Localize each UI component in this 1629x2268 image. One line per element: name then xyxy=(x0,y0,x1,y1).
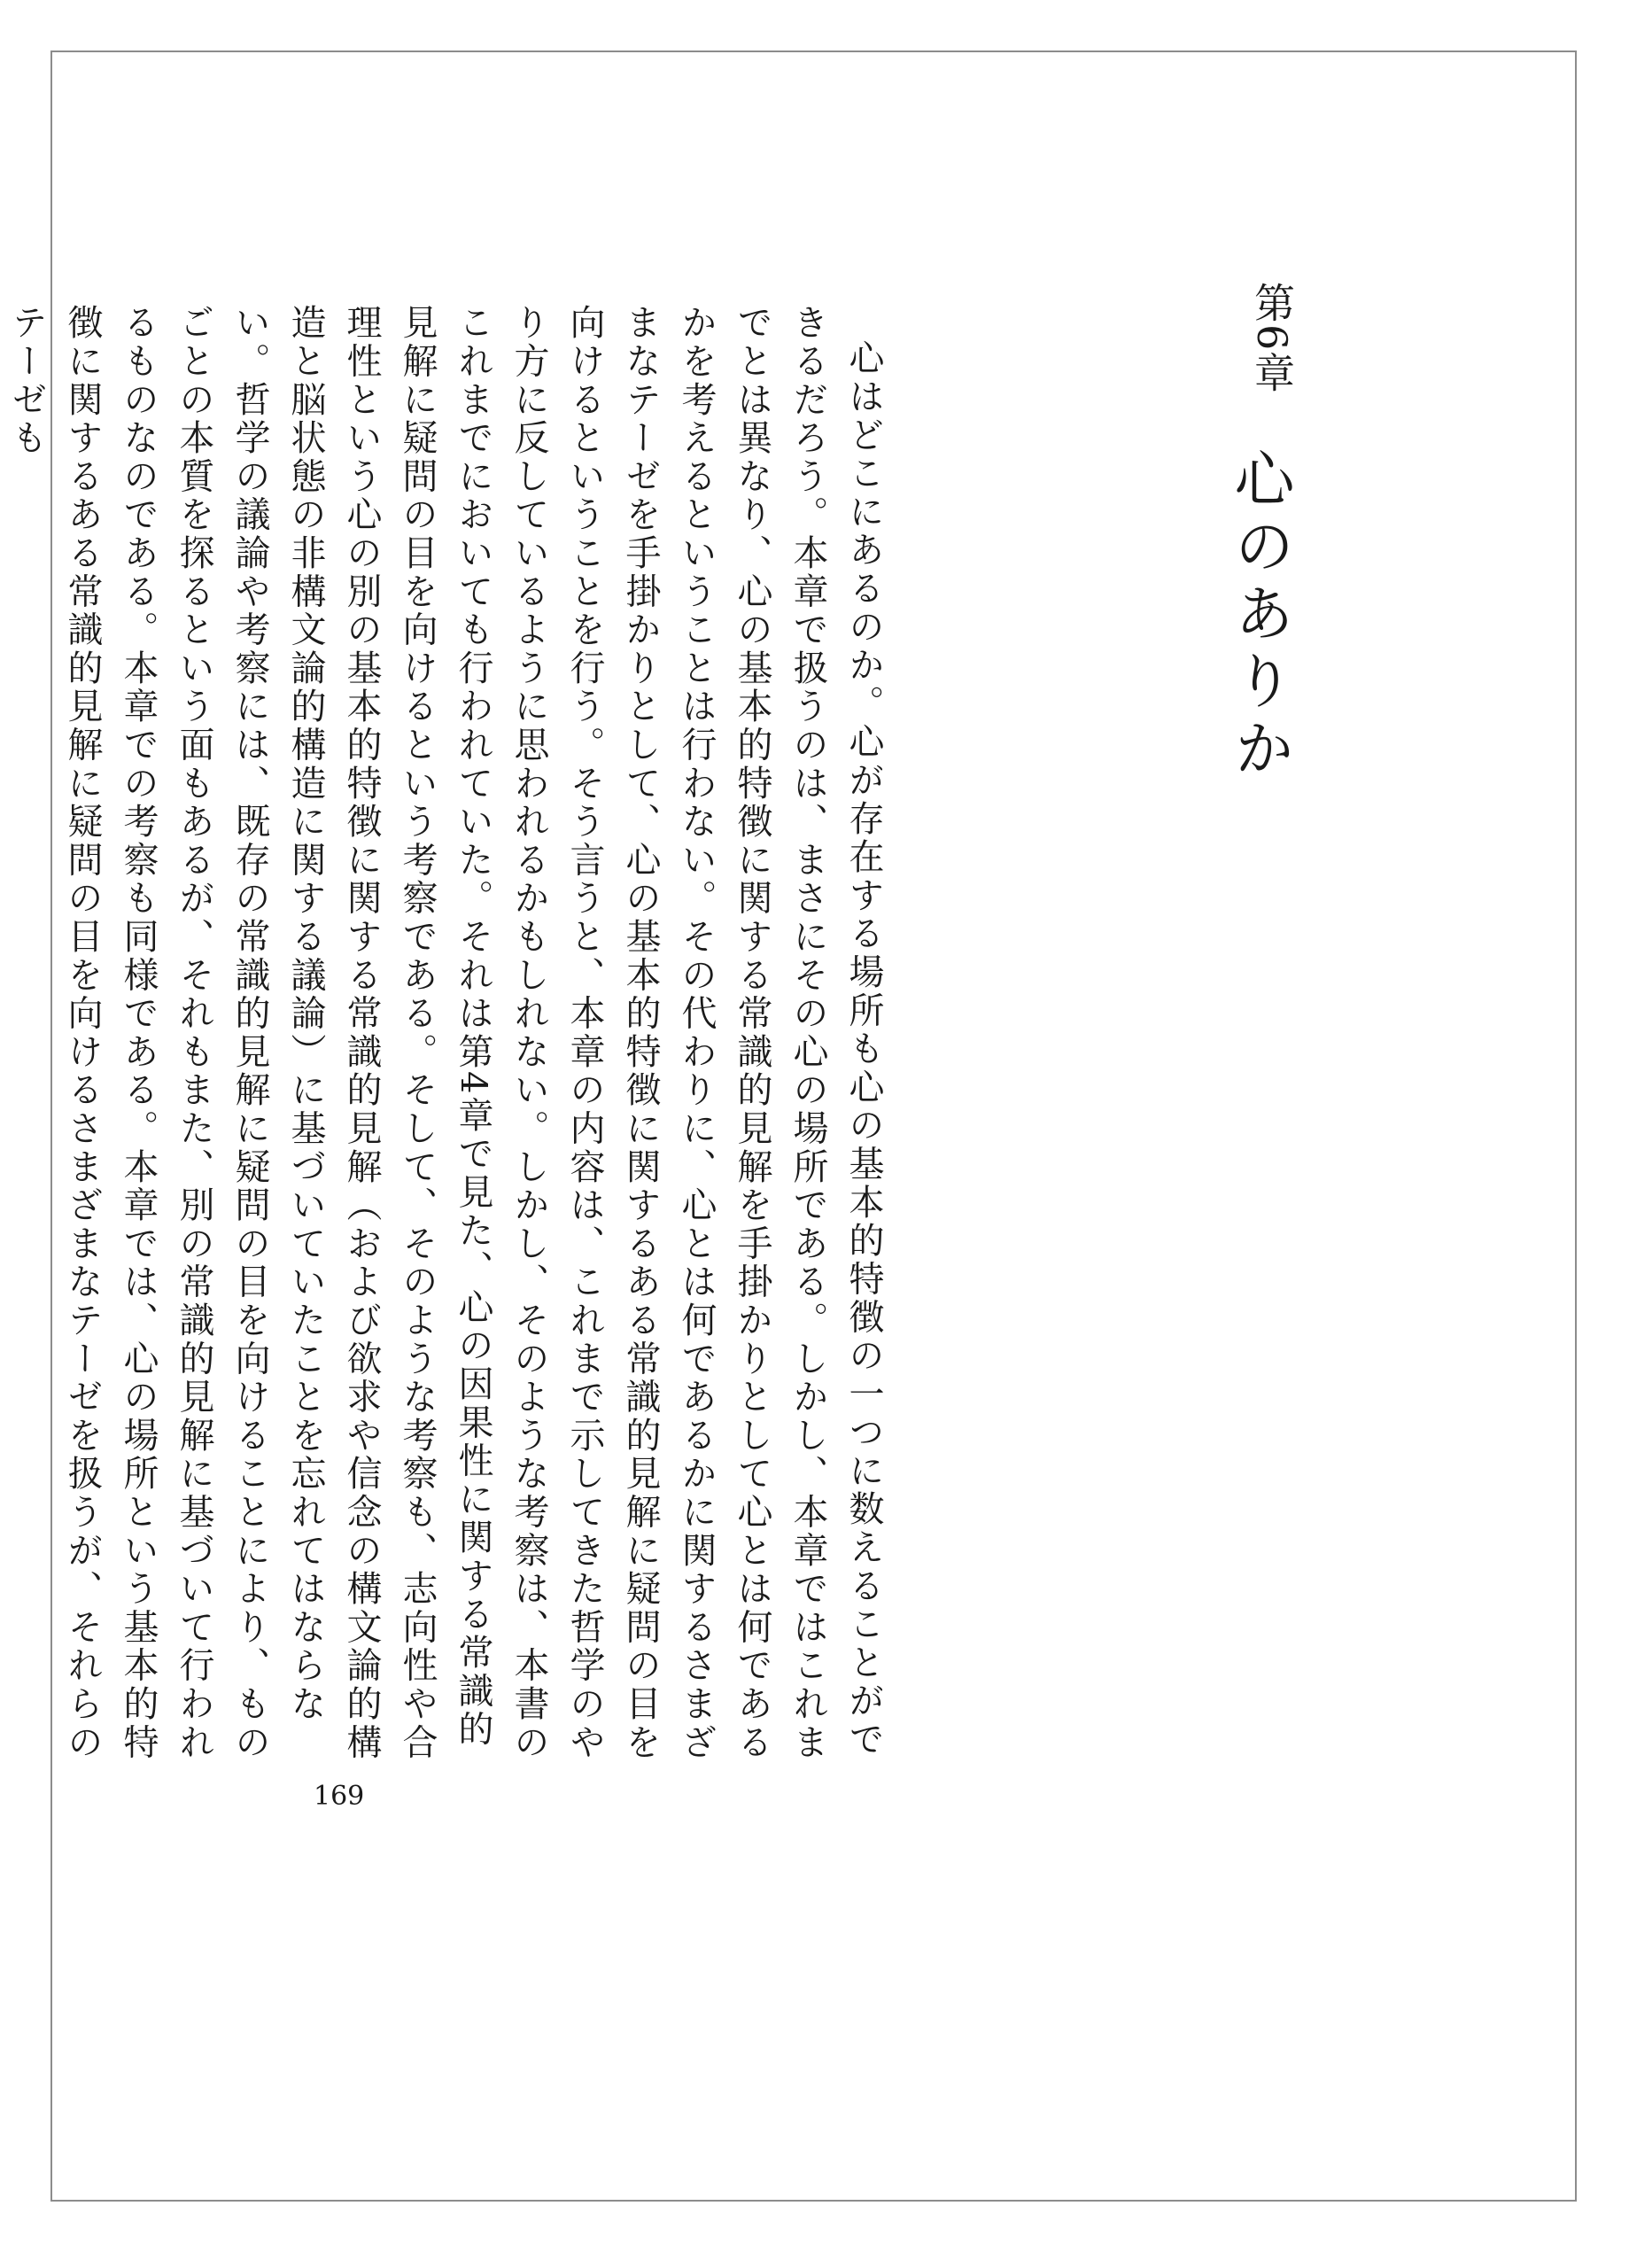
chapter-label: 第6章 xyxy=(1248,282,1296,395)
body-text xyxy=(6,304,891,1782)
body-paragraph: 心はどこにあるのか。心が存在する場所も心の基本的特徴の一つに数えることができるだろう。本章で扱うのは、まさにその心の場所である。しかし、本章ではこれまでとは異なり、心の基本的特徴に関する常識的見解を手掛かりとして心とは何であるかを考えるということは行わない。その代わりに、心とは何であるかに関するさまざまなテーゼを手掛かりとして、心の基本的特徴に関するある常識的見解に疑問の目を向けるということを行う。そう言うと、本章の内容は、これまで示してきた哲学のやり方に反しているように思われるかもしれない。しかし、そのような考察は、本書のこれまでにおいても行われていた。それは第4章で見た、心の因果性に関する常識的見解に疑問の目を向けるという考察である。そして、そのような考察も、志向性や合理性という心の別の基本的特徴に関する常識的見解（および欲求や信念の構文論的構造と脳状態の非構文論的構造に関する議論）に基づいていたことを忘れてはならない。哲学の議論や考察には、既存の常識的見解に疑問の目を向けることにより、ものごとの本質を探るという面もあるが、それもまた、別の常識的見解に基づいて行われるものなのである。本章での考察も同様である。本章では、心の場所という基本的特徴に関するある常識的見解に疑問の目を向けるさまざまなテーゼを扱うが、それらのテーゼも xyxy=(6,304,884,1762)
chapter-heading xyxy=(1219,282,1299,902)
page-number: 169 xyxy=(314,1781,365,1812)
chapter-title: 心のありか xyxy=(1224,447,1294,785)
